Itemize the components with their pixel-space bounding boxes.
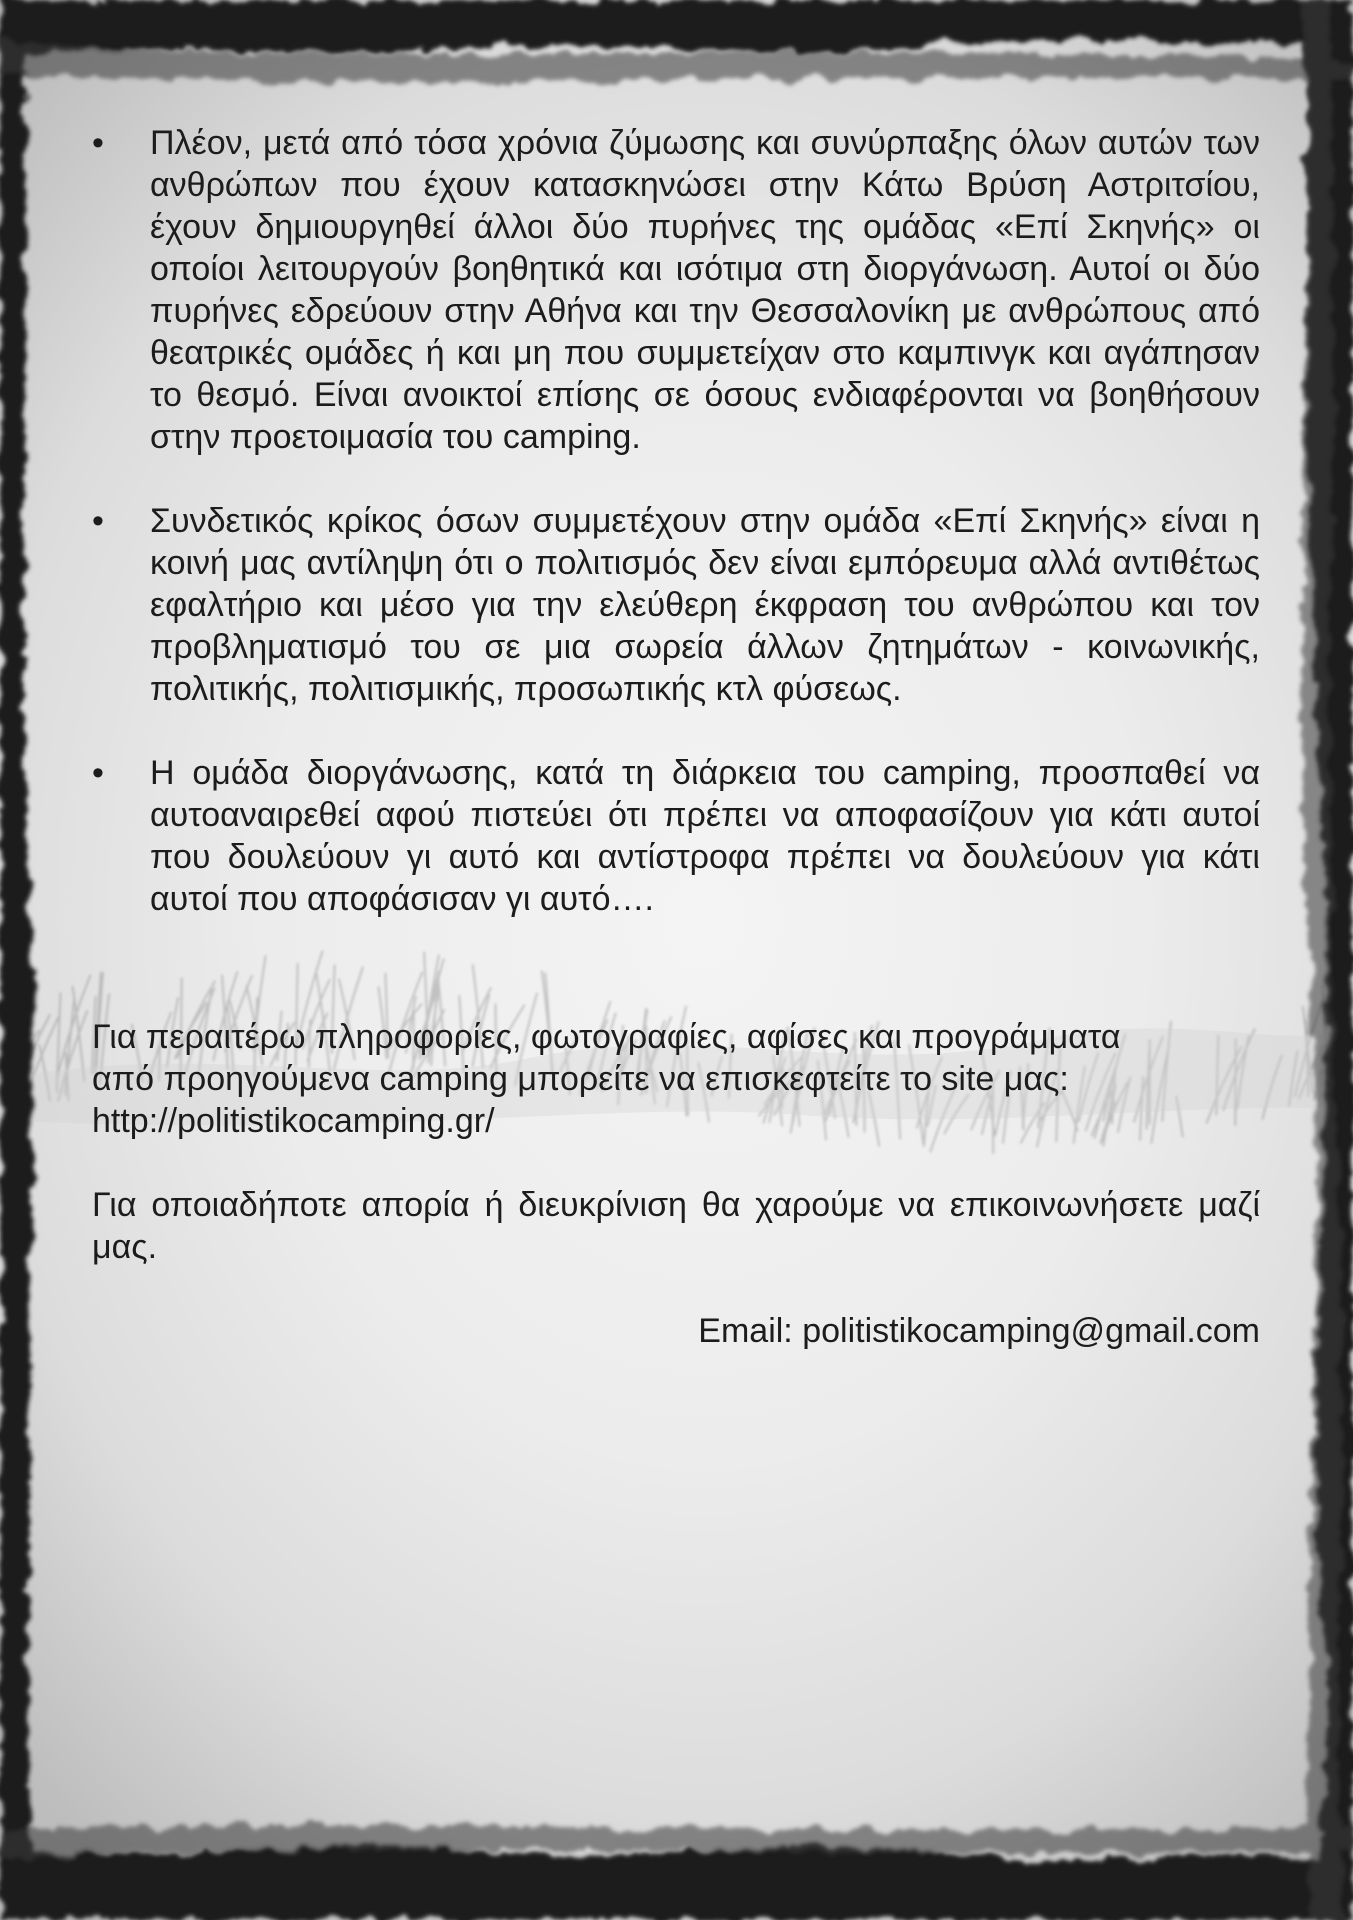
bullet-list: [92, 122, 1260, 920]
bullet-symbol: •: [92, 754, 104, 792]
bullet-text: Η ομάδα διοργάνωσης, κατά τη διάρκεια του camping, προσπαθεί να αυτοαναιρεθεί αφού πιστεύει ότι πρέπει να αποφασίζουν για κάτι αυτοί που δουλεύουν γι αυτό και αντίστροφα πρέπει να δουλεύουν για κάτι αυτοί που αποφάσισαν γι αυτό….: [150, 754, 1260, 918]
bullet-text: Συνδετικός κρίκος όσων συμμετέχουν στην ομάδα «Επί Σκηνής» είναι η κοινή μας αντίληψη ότι ο πολιτισμός δεν είναι εμπόρευμα αλλά αντιθέτως εφαλτήριο και μέσο για την ελεύθερη έκφραση του ανθρώπου και τον προβληματισμό του σε μια σωρεία άλλων ζητημάτων - κοινωνικής, πολιτικής, πολιτισμικής, προσωπικής κτλ φύσεως.: [150, 502, 1260, 708]
list-item: [92, 122, 1260, 458]
site-link[interactable]: http://politistikocamping.gr/: [92, 1102, 495, 1140]
bullet-symbol: •: [92, 124, 104, 162]
bullet-symbol: •: [92, 502, 104, 540]
email-line: [92, 1310, 1260, 1352]
info-paragraph: [92, 1016, 1260, 1142]
info-line-1: Για περαιτέρω πληροφορίες, φωτογραφίες, αφίσες και προγράμματα: [92, 1018, 1121, 1056]
document-content: [92, 122, 1260, 1352]
bullet-text: Πλέον, μετά από τόσα χρόνια ζύμωσης και συνύρπαξης όλων αυτών των ανθρώπων που έχουν κατασκηνώσει στην Κάτω Βρύση Αστριτσίου, έχουν δημιουργηθεί άλλοι δύο πυρήνες της ομάδας «Επί Σκηνής» οι οποίοι λειτουργούν βοηθητικά και ισότιμα στη διοργάνωση. Αυτοί οι δύο πυρήνες εδρεύουν στην Αθήνα και την Θεσσαλονίκη με ανθρώπους από θεατρικές ομάδες ή και μη που συμμετείχαν στο καμπινγκ και αγάπησαν το θεσμό. Είναι ανοικτοί επίσης σε όσους ενδιαφέρονται να βοηθήσουν στην προετοιμασία του camping.: [150, 124, 1260, 456]
list-item: [92, 752, 1260, 920]
email-address[interactable]: politistikocamping@gmail.com: [802, 1312, 1260, 1350]
info-line-2: από προηγούμενα camping μπορείτε να επισκεφτείτε το site μας:: [92, 1060, 1069, 1098]
contact-paragraph: Για οποιαδήποτε απορία ή διευκρίνιση θα χαρούμε να επικοινωνήσετε μαζί μας.: [92, 1186, 1260, 1266]
list-item: [92, 500, 1260, 710]
email-label: Email:: [698, 1312, 793, 1350]
